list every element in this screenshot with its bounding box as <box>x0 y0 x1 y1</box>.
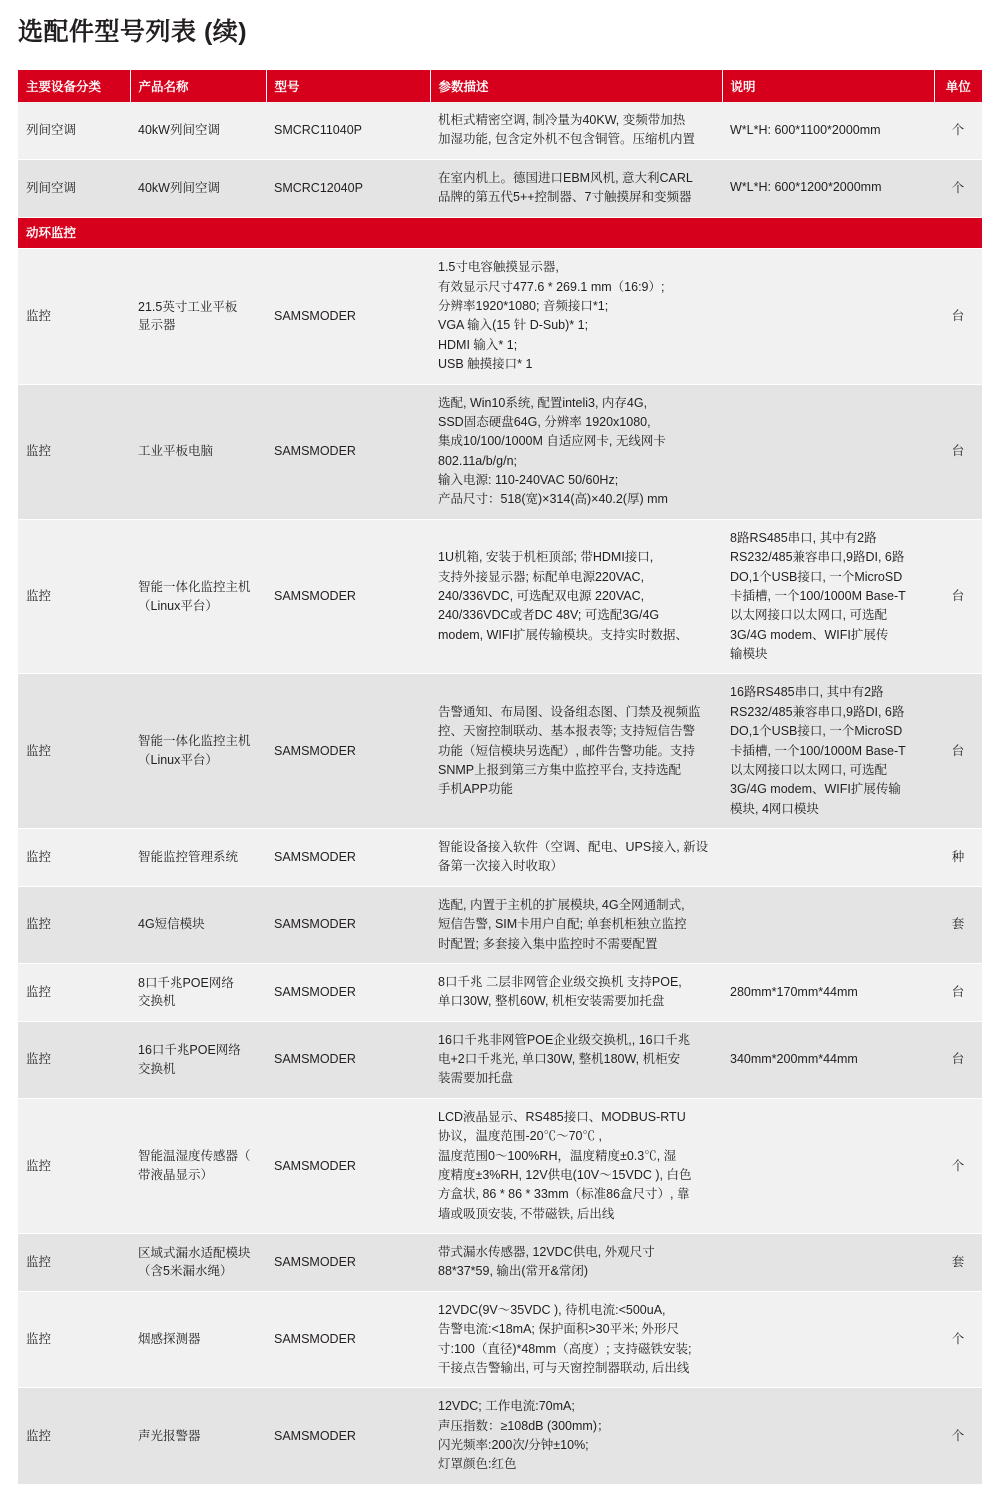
cell-description <box>722 886 934 963</box>
cell-parameters: 选配, Win10系统, 配置inteli3, 内存4G, SSD固态硬盘64G, 分辨率 1920x1080, 集成10/100/1000M 自适应网卡, 无线网卡 802.11a/b/g/n; 输入电源: 110-240VAC 50/60Hz; 产品尺寸：518(宽)×314(高)×40.2(厚) mm <box>430 384 722 519</box>
table-row <box>18 1021 982 1098</box>
cell-description <box>722 384 934 519</box>
cell-product-name: 21.5英寸工业平板 显示器 <box>130 249 266 384</box>
table-section-row <box>18 217 982 249</box>
cell-unit: 种 <box>934 829 982 887</box>
cell-unit: 台 <box>934 519 982 674</box>
cell-description: 280mm*170mm*44mm <box>722 963 934 1021</box>
table-header-row <box>18 70 982 102</box>
cell-unit: 个 <box>934 102 982 159</box>
cell-description <box>722 1291 934 1388</box>
cell-parameters: 16口千兆非网管POE企业级交换机,, 16口千兆 电+2口千兆光, 单口30W, 整机180W, 机柜安 装需要加托盘 <box>430 1021 722 1098</box>
cell-category: 监控 <box>18 1021 130 1098</box>
column-header-model: 型号 <box>266 70 430 102</box>
page-title: 选配件型号列表 (续) <box>18 18 248 46</box>
column-header-category: 主要设备分类 <box>18 70 130 102</box>
table-row <box>18 1098 982 1233</box>
cell-product-name: 智能一体化监控主机 （Linux平台） <box>130 674 266 829</box>
cell-parameters: 选配, 内置于主机的扩展模块, 4G全网通制式, 短信告警, SIM卡用户自配; 单套机柜独立监控 时配置; 多套接入集中监控时不需要配置 <box>430 886 722 963</box>
cell-category: 监控 <box>18 1234 130 1292</box>
table-row <box>18 1291 982 1388</box>
cell-model: SAMSMODER <box>266 674 430 829</box>
cell-product-name: 8口千兆POE网络 交换机 <box>130 963 266 1021</box>
table-header <box>18 70 982 102</box>
table-row <box>18 159 982 217</box>
cell-parameters: 1.5寸电容触摸显示器, 有效显示尺寸477.6 * 269.1 mm（16:9）; 分辨率1920*1080; 音频接口*1; VGA 输入(15 针 D-Sub)* 1; HDMI 输入* 1; USB 触摸接口* 1 <box>430 249 722 384</box>
cell-parameters: 12VDC; 工作电流:70mA; 声压指数：≥108dB (300mm)； 闪光频率:200次/分钟±10%; 灯罩颜色:红色 <box>430 1388 722 1485</box>
table-row <box>18 829 982 887</box>
cell-category: 监控 <box>18 384 130 519</box>
cell-unit: 个 <box>934 1388 982 1485</box>
cell-description: 16路RS485串口, 其中有2路 RS232/485兼容串口,9路DI, 6路 DO,1个USB接口, 一个MicroSD 卡插槽, 一个100/1000M Base-T 以太网接口以太网口, 可选配 3G/4G modem、WIFI扩展传输 模块, 4网口模块 <box>722 674 934 829</box>
column-header-parameters: 参数描述 <box>430 70 722 102</box>
cell-product-name: 智能温湿度传感器（ 带液晶显示） <box>130 1098 266 1233</box>
cell-product-name: 烟感探测器 <box>130 1291 266 1388</box>
cell-model: SMCRC12040P <box>266 159 430 217</box>
cell-description: W*L*H: 600*1100*2000mm <box>722 102 934 159</box>
cell-category: 列间空调 <box>18 159 130 217</box>
cell-model: SAMSMODER <box>266 1388 430 1485</box>
cell-parameters: 告警通知、布局图、设备组态图、门禁及视频监 控、天窗控制联动、基本报表等; 支持短信告警 功能（短信模块另选配）, 邮件告警功能。支持 SNMP上报到第三方集中监控平台, 支持选配 手机APP功能 <box>430 674 722 829</box>
cell-product-name: 智能监控管理系统 <box>130 829 266 887</box>
cell-model: SAMSMODER <box>266 1021 430 1098</box>
cell-parameters: LCD液晶显示、RS485接口、MODBUS-RTU 协议，温度范围-20℃～70℃ , 温度范围0～100%RH，温度精度±0.3℃, 湿 度精度±3%RH, 12V供电(10V～15VDC ), 白色 方盒状, 86 * 86 * 33mm（标准86盒尺寸）, 靠 墙或吸顶安装, 不带磁铁, 后出线 <box>430 1098 722 1233</box>
column-header-unit: 单位 <box>934 70 982 102</box>
cell-parameters: 带式漏水传感器, 12VDC供电, 外观尺寸 88*37*59, 输出(常开&常闭) <box>430 1234 722 1292</box>
cell-description <box>722 249 934 384</box>
cell-unit: 台 <box>934 963 982 1021</box>
cell-unit: 套 <box>934 1234 982 1292</box>
cell-parameters: 在室内机上。德国进口EBM风机, 意大利CARL 品牌的第五代5++控制器、7寸触摸屏和变频器 <box>430 159 722 217</box>
table-row <box>18 963 982 1021</box>
table-row <box>18 674 982 829</box>
cell-unit: 个 <box>934 1098 982 1233</box>
cell-unit: 个 <box>934 1291 982 1388</box>
cell-unit: 套 <box>934 886 982 963</box>
cell-parameters: 机柜式精密空调, 制冷量为40KW, 变频带加热 加湿功能, 包含定外机不包含铜管。压缩机内置 <box>430 102 722 159</box>
cell-description: 340mm*200mm*44mm <box>722 1021 934 1098</box>
section-label: 动环监控 <box>18 217 982 249</box>
cell-product-name: 16口千兆POE网络 交换机 <box>130 1021 266 1098</box>
cell-product-name: 区域式漏水适配模块 （含5米漏水绳） <box>130 1234 266 1292</box>
table-row <box>18 1388 982 1485</box>
cell-model: SAMSMODER <box>266 1291 430 1388</box>
table-row <box>18 384 982 519</box>
cell-category: 监控 <box>18 963 130 1021</box>
cell-category: 监控 <box>18 519 130 674</box>
table-row <box>18 886 982 963</box>
cell-unit: 台 <box>934 384 982 519</box>
table-row <box>18 102 982 159</box>
cell-description: W*L*H: 600*1200*2000mm <box>722 159 934 217</box>
cell-category: 监控 <box>18 829 130 887</box>
cell-model: SAMSMODER <box>266 886 430 963</box>
cell-description: 8路RS485串口, 其中有2路 RS232/485兼容串口,9路DI, 6路 DO,1个USB接口, 一个MicroSD 卡插槽, 一个100/1000M Base-T 以太网接口以太网口, 可选配 3G/4G modem、WIFI扩展传 输模块 <box>722 519 934 674</box>
cell-description <box>722 1388 934 1485</box>
cell-model: SAMSMODER <box>266 519 430 674</box>
cell-product-name: 智能一体化监控主机 （Linux平台） <box>130 519 266 674</box>
cell-category: 监控 <box>18 1098 130 1233</box>
cell-model: SAMSMODER <box>266 249 430 384</box>
cell-category: 监控 <box>18 886 130 963</box>
cell-description <box>722 1098 934 1233</box>
cell-unit: 台 <box>934 1021 982 1098</box>
cell-model: SMCRC11040P <box>266 102 430 159</box>
cell-category: 监控 <box>18 1291 130 1388</box>
cell-model: SAMSMODER <box>266 1234 430 1292</box>
optional-parts-table <box>18 70 982 1485</box>
table-body <box>18 102 982 1484</box>
cell-product-name: 声光报警器 <box>130 1388 266 1485</box>
cell-category: 列间空调 <box>18 102 130 159</box>
cell-description <box>722 1234 934 1292</box>
cell-parameters: 1U机箱, 安装于机柜顶部; 带HDMI接口, 支持外接显示器; 标配单电源220VAC, 240/336VDC, 可选配双电源 220VAC, 240/336VDC或者DC 48V; 可选配3G/4G modem, WIFI扩展传输模块。支持实时数据、 <box>430 519 722 674</box>
column-header-description: 说明 <box>722 70 934 102</box>
table-row <box>18 249 982 384</box>
cell-description <box>722 829 934 887</box>
cell-product-name: 4G短信模块 <box>130 886 266 963</box>
cell-model: SAMSMODER <box>266 1098 430 1233</box>
cell-parameters: 8口千兆 二层非网管企业级交换机 支持POE, 单口30W, 整机60W, 机柜安装需要加托盘 <box>430 963 722 1021</box>
table-row <box>18 1234 982 1292</box>
table-row <box>18 519 982 674</box>
cell-parameters: 12VDC(9V～35VDC ), 待机电流:<500uA, 告警电流:<18mA; 保护面积>30平米; 外形尺 寸:100（直径)*48mm（高度）; 支持磁铁安装; 干接点告警输出, 可与天窗控制器联动, 后出线 <box>430 1291 722 1388</box>
cell-product-name: 40kW列间空调 <box>130 159 266 217</box>
cell-model: SAMSMODER <box>266 829 430 887</box>
cell-product-name: 工业平板电脑 <box>130 384 266 519</box>
cell-category: 监控 <box>18 674 130 829</box>
cell-parameters: 智能设备接入软件（空调、配电、UPS接入, 新设 备第一次接入时收取） <box>430 829 722 887</box>
cell-model: SAMSMODER <box>266 384 430 519</box>
cell-model: SAMSMODER <box>266 963 430 1021</box>
column-header-product-name: 产品名称 <box>130 70 266 102</box>
cell-unit: 台 <box>934 249 982 384</box>
cell-product-name: 40kW列间空调 <box>130 102 266 159</box>
cell-category: 监控 <box>18 249 130 384</box>
cell-unit: 台 <box>934 674 982 829</box>
document-page <box>0 12 1000 1485</box>
cell-unit: 个 <box>934 159 982 217</box>
cell-category: 监控 <box>18 1388 130 1485</box>
